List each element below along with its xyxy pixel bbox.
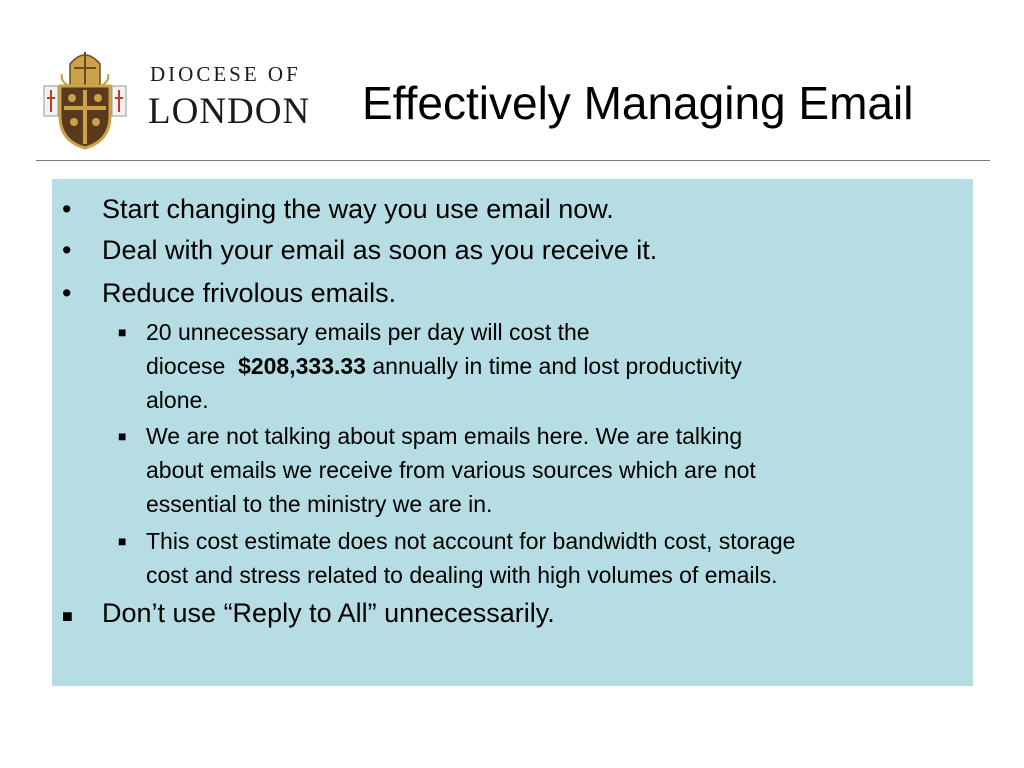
sub-item-1-prefix: diocese [146,353,226,379]
sub-item-1-line3: alone. [146,387,209,413]
diocese-logo [40,40,340,150]
bullet-dot: • [62,235,72,265]
org-name-line2: LONDON [148,91,311,132]
sub-bullet-square: ■ [118,533,127,549]
title-divider [36,160,990,161]
bullet-dot: • [62,278,72,308]
sub-item-2-line2: about emails we receive from various sources which are not [146,457,756,483]
sub-bullet-square: ■ [118,324,127,340]
sub-item-3-line2: cost and stress related to dealing with high volumes of emails. [146,562,778,588]
sub-item-1-line2 [146,349,961,383]
sub-item-1-suffix: annually in time and lost productivity [372,353,742,379]
sub-bullet-square: ■ [118,428,127,444]
bullet-dot: • [62,194,72,224]
slide-title: Effectively Managing Email [362,77,914,129]
cost-amount: $208,333.33 [238,353,366,379]
bullet-item-3: Reduce frivolous emails. [102,278,397,308]
content-box [52,179,973,686]
sub-item-2-line3: essential to the ministry we are in. [146,491,493,517]
sub-item-1-line1: 20 unnecessary emails per day will cost the [146,319,590,345]
bullet-item-4: Don’t use “Reply to All” unnecessarily. [102,598,555,628]
bullet-item-1: Start changing the way you use email now. [102,194,614,224]
diocese-crest-icon [40,46,130,150]
bullet-square: ■ [62,606,73,626]
org-name-line1: DIOCESE OF [150,62,301,86]
sub-item-3-line1: This cost estimate does not account for bandwidth cost, storage [146,528,796,554]
sub-item-2-line1: We are not talking about spam emails here. We are talking [146,423,743,449]
bullet-item-2: Deal with your email as soon as you receive it. [102,235,658,265]
